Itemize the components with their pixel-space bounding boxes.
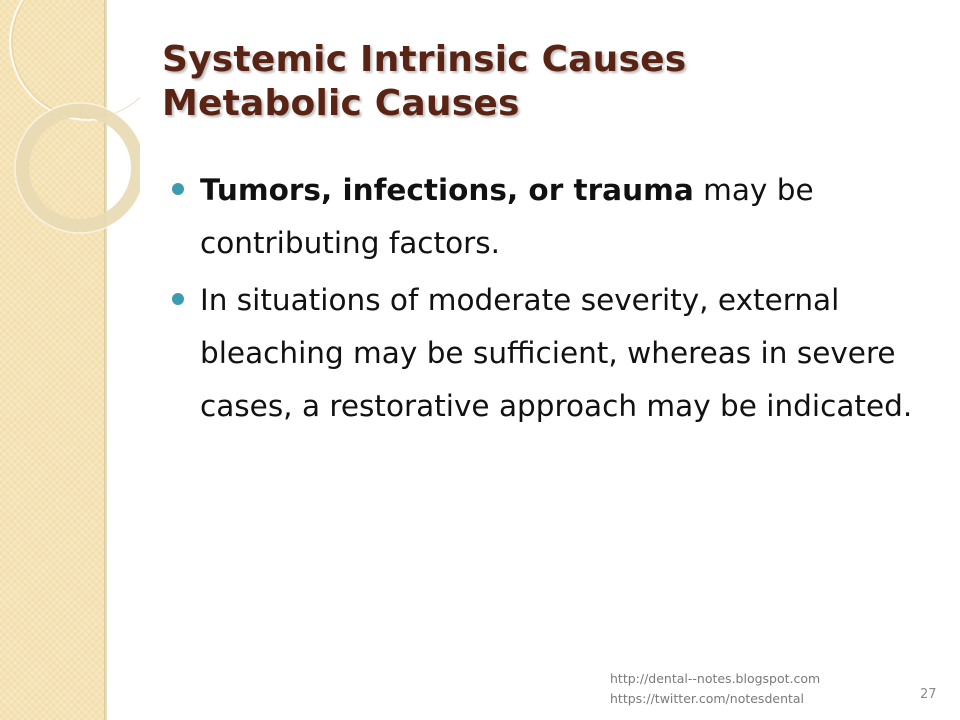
- slide-title: [162, 38, 686, 126]
- bullet-dot-icon: [172, 293, 184, 305]
- slide-number: 27: [920, 687, 937, 702]
- blog-url: http://dental--notes.blogspot.com: [610, 671, 821, 686]
- footer-links: [610, 669, 820, 709]
- bullet-bold-text: Tumors, infections, or trauma: [200, 173, 694, 207]
- bullet-list: [166, 164, 926, 437]
- twitter-url: https://twitter.com/notesdental: [610, 691, 805, 706]
- bullet-text: In situations of moderate severity, external bleaching may be sufficient, whereas in severe cases, a restorative approach may be indicated.: [200, 283, 913, 423]
- title-line-2: Metabolic Causes: [162, 83, 520, 124]
- title-line-1: Systemic Intrinsic Causes: [162, 39, 687, 80]
- bullet-text: may be contributing factors.: [200, 173, 814, 260]
- bullet-item: [166, 274, 926, 433]
- bullet-item: [166, 164, 926, 270]
- bullet-dot-icon: [172, 183, 184, 195]
- decorative-rings: [0, 0, 140, 240]
